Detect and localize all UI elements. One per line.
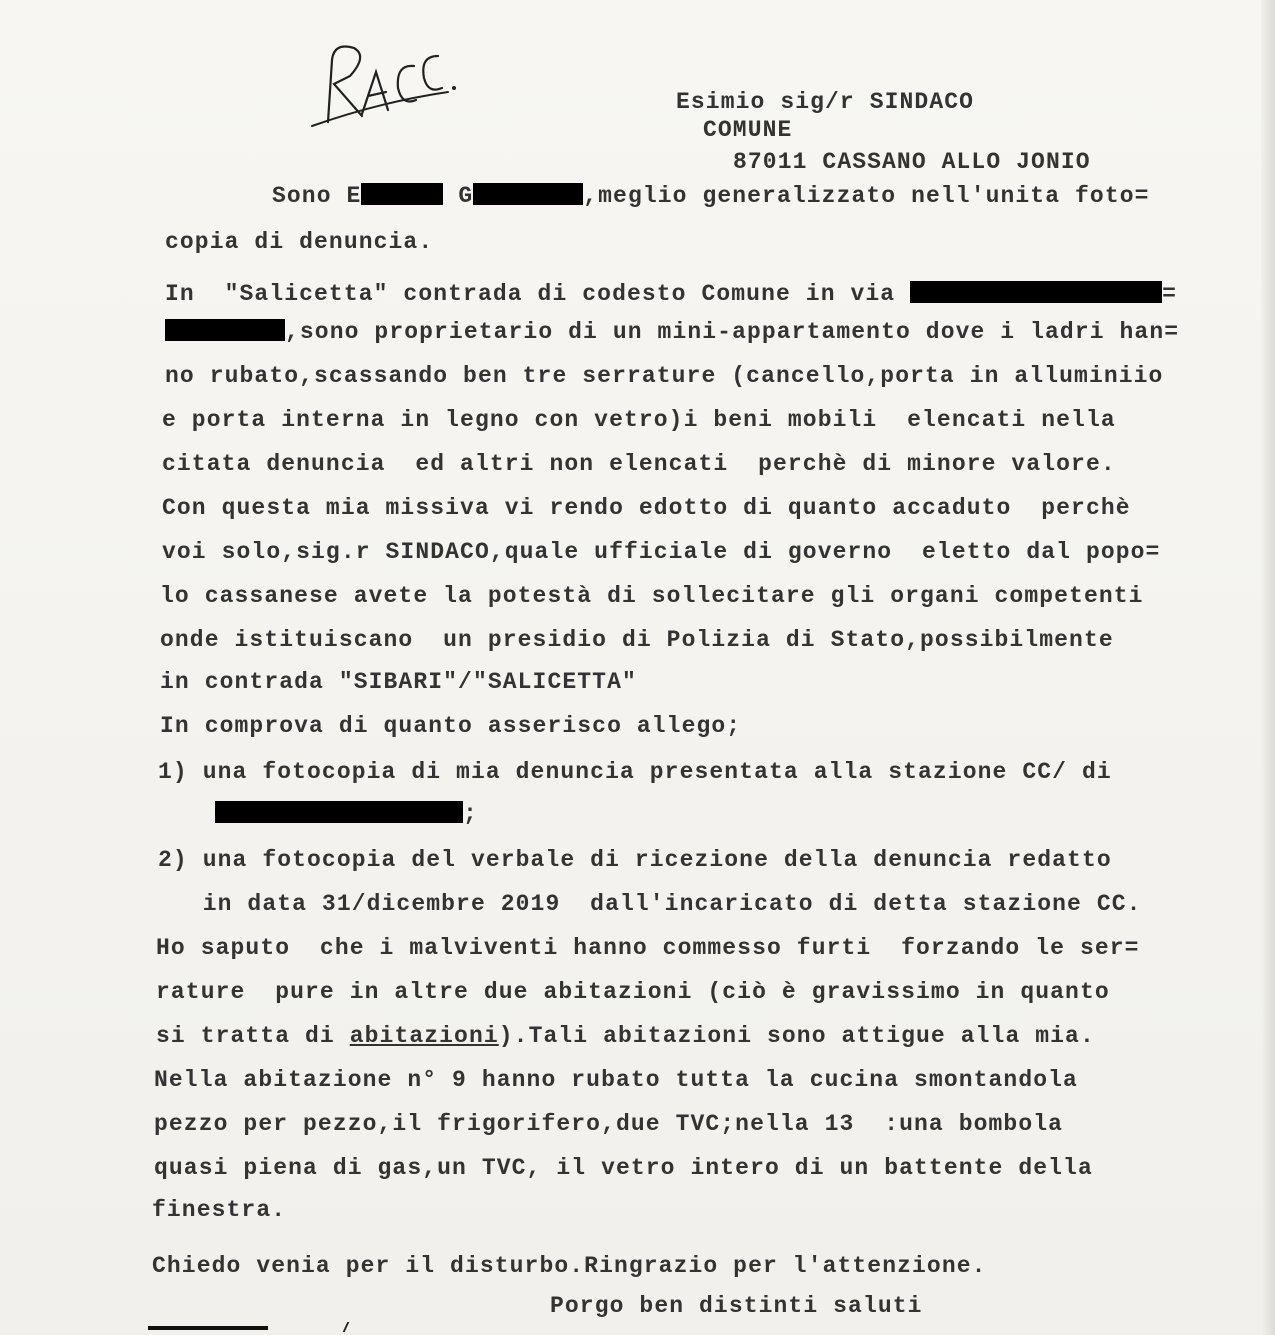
signature-stroke <box>343 1322 362 1332</box>
body-line-20-underlined: abitazioni <box>349 1023 499 1049</box>
body-line-11: onde istituiscano un presidio di Polizia di Stato,possibilmente <box>160 627 1114 653</box>
body-line-13: In comprova di quanto asserisco allego; <box>160 713 742 739</box>
body-line-3-b: = <box>1162 281 1178 307</box>
body-line-14: 1) una fotocopia di mia denuncia presentata alla stazione CC/ di <box>158 759 1112 785</box>
body-line-4 <box>165 318 1179 346</box>
body-line-24: finestra. <box>152 1197 287 1223</box>
body-line-15-b: ; <box>463 801 478 827</box>
body-line-3-a: In "Salicetta" contrada di codesto Comune in via <box>165 281 911 307</box>
body-line-1-a: Sono E <box>272 183 362 209</box>
body-line-22: pezzo per pezzo,il frigorifero,due TVC;nella 13 :una bombola <box>154 1111 1064 1137</box>
redaction-station-location <box>215 801 463 823</box>
body-line-1-b: G <box>443 183 474 209</box>
body-line-1-c: ,meglio generalizzato nell'unita foto= <box>583 183 1150 209</box>
recipient-line-3: 87011 CASSANO ALLO JONIO <box>733 149 1091 175</box>
body-line-19: rature pure in altre due abitazioni (ciò è gravissimo in quanto <box>156 979 1110 1005</box>
body-line-21: Nella abitazione n° 9 hanno rubato tutta la cucina smontandola <box>154 1067 1078 1093</box>
body-line-18: Ho saputo che i malviventi hanno commesso furti forzando le ser= <box>156 935 1140 961</box>
recipient-line-1: Esimio sig/r SINDACO <box>676 89 975 115</box>
body-line-20-b: ).Tali abitazioni sono attigue alla mia. <box>498 1023 1095 1049</box>
body-line-3 <box>165 280 1177 308</box>
body-line-2: copia di denuncia. <box>165 229 434 255</box>
body-line-9: voi solo,sig.r SINDACO,quale ufficiale di governo eletto dal popo= <box>162 539 1161 565</box>
body-line-8: Con questa mia missiva vi rendo edotto di quanto accaduto perchè <box>162 495 1131 521</box>
body-line-23: quasi piena di gas,un TVC, il vetro intero di un battente della <box>154 1155 1093 1181</box>
body-line-10: lo cassanese avete la potestà di sollecitare gli organi competenti <box>160 583 1144 609</box>
body-line-7: citata denuncia ed altri non elencati perchè di minore valore. <box>162 451 1116 477</box>
redaction-street-number <box>165 319 285 341</box>
body-line-4-b: ,sono proprietario di un mini-appartamento dove i ladri han= <box>285 319 1180 345</box>
recipient-line-2: COMUNE <box>703 117 793 143</box>
body-line-20 <box>156 1022 1095 1050</box>
redaction-surname <box>473 183 583 205</box>
closing-line: Porgo ben distinti saluti <box>550 1293 923 1319</box>
body-line-15 <box>215 800 478 828</box>
handwritten-racc-note <box>310 30 470 140</box>
redaction-first-name <box>361 183 443 205</box>
body-line-6: e porta interna in legno con vetro)i beni mobili elencati nella <box>162 407 1116 433</box>
body-line-5: no rubato,scassando ben tre serrature (cancello,porta in alluminiio <box>165 363 1164 389</box>
body-line-25: Chiedo venia per il disturbo.Ringrazio per l'attenzione. <box>152 1253 987 1279</box>
signature-redaction <box>148 1326 268 1330</box>
body-line-16: 2) una fotocopia del verbale di ricezione della denuncia redatto <box>158 847 1112 873</box>
body-line-12: in contrada "SIBARI"/"SALICETTA" <box>160 669 637 695</box>
body-line-20-a: si tratta di <box>156 1023 350 1049</box>
body-line-17: in data 31/dicembre 2019 dall'incaricato di detta stazione CC. <box>158 891 1142 917</box>
redaction-street <box>910 281 1162 303</box>
page-edge-shadow <box>1261 0 1275 1335</box>
body-line-1 <box>272 182 1150 210</box>
